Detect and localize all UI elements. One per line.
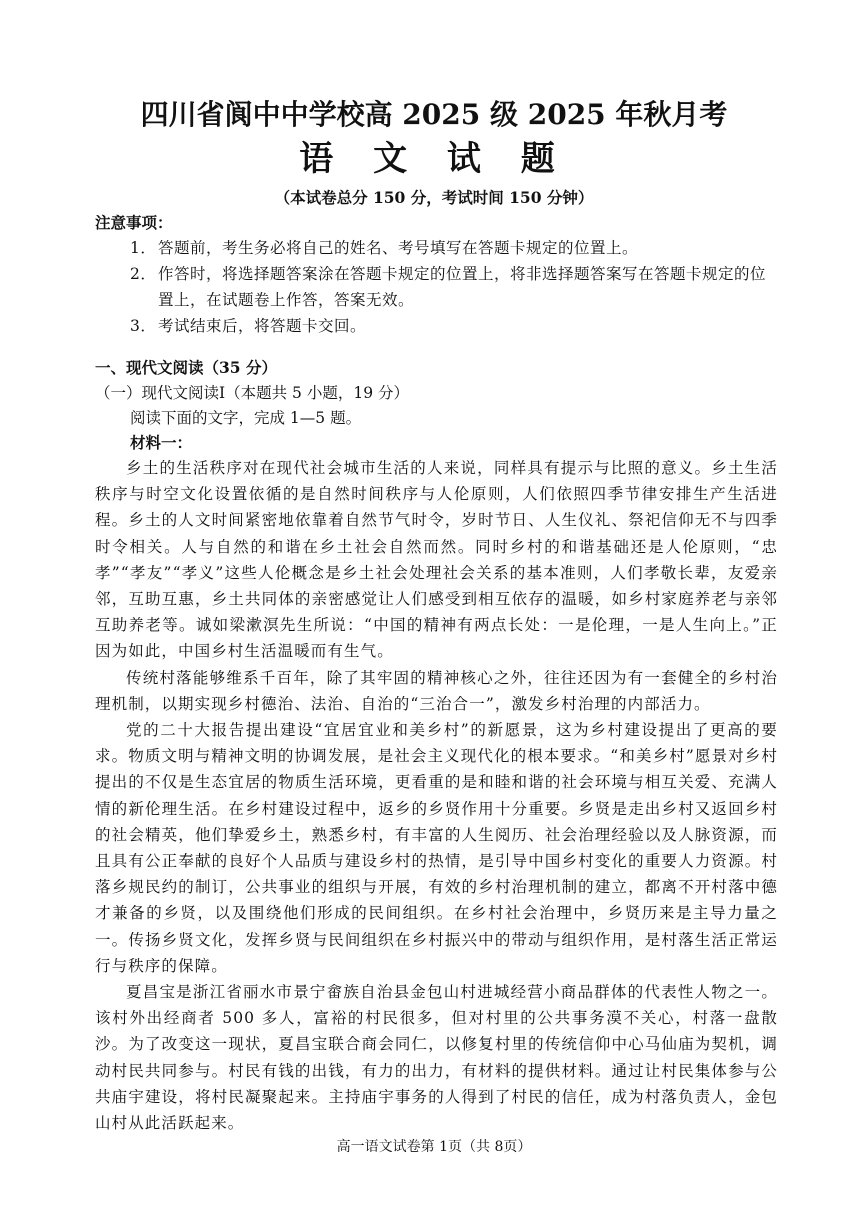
notice-item [130,261,780,313]
passage-paragraph: 党的二十大报告提出建设“宜居宜业和美乡村”的新愿景，这为乡村建设提出了更高的要求。物质文明与精神文明的协调发展，是社会主义现代化的根本要求。“和美乡村”愿景对乡村提出的不仅是生态宜居的物质生活环境，更看重的是和睦和谐的社会环境与相互关爱、充满人情的新伦理生活。在乡村建设过程中，返乡的乡贤作用十分重要。乡贤是走出乡村又返回乡村的社会精英，他们挚爱乡土，熟悉乡村，有丰富的人生阅历、社会治理经验以及人脉资源，而且具有公正奉献的良好个人品质与建设乡村的热情，是引导中国乡村变化的重要人力资源。村落乡规民约的制订，公共事业的组织与开展，有效的乡村治理机制的建立，都离不开村落中德才兼备的乡贤，以及围绕他们形成的民间组织。在乡村社会治理中，乡贤历来是主导力量之一。传扬乡贤文化，发挥乡贤与民间组织在乡村振兴中的带动与组织作用，是村落生活正常运行与秩序的保障。 [95,721,778,975]
page-footer: 高一语文试卷第 1页（共 8页） [336,1139,532,1155]
notice-item-number: 3． [130,317,157,335]
notice-item-number: 2． [130,265,157,283]
notice-item-text: 作答时，将选择题答案涂在答题卡规定的位置上，将非选择题答案写在答题卡规定的位置上，在试题卷上作答，答案无效。 [158,265,767,309]
exam-info: （本试卷总分 150 分，考试时间 150 分钟） [274,188,594,207]
passage-paragraph: 乡土的生活秩序对在现代社会城市生活的人来说，同样具有提示与比照的意义。乡土生活秩序与时空文化设置依循的是自然时间秩序与人伦原则，人们依照四季节律安排生产生活进程。乡土的人文时间紧密地依靠着自然节气时令，岁时节日、人生仪礼、祭祀信仰无不与四季时令相关。人与自然的和谐在乡土社会自然而然。同时乡村的和谐基础还是人伦原则，“忠孝”“孝友”“孝义”这些人伦概念是乡土社会处理社会关系的基本准则，人们孝敬长辈，友爱亲邻，互助互惠，乡土共同体的亲密感觉让人们感受到相互依存的温暖，如乡村家庭养老与亲邻互助养老等。诚如梁漱溟先生所说：“中国的精神有两点长处：一是伦理，一是人生向上。”正因为如此，中国乡村生活温暖而有生气。 [95,459,778,661]
notice-item-text: 考试结束后，将答题卡交回。 [158,317,367,335]
school-exam-title: 四川省阆中中学校高 2025 级 2025 年秋月考 [140,98,728,131]
notice-item-number: 1． [130,239,157,257]
reading-passage [95,455,778,1136]
passage-paragraph: 传统村落能够维系千百年，除了其牢固的精神核心之外，往往还因为有一套健全的乡村治理机制，以期实现乡村德治、法治、自治的“三治合一”，激发乡村治理的内部活力。 [95,668,778,713]
notice-heading: 注意事项： [95,213,173,232]
passage-paragraph: 夏昌宝是浙江省丽水市景宁畲族自治县金包山村进城经营小商品群体的代表性人物之一。该村外出经商者 500 多人，富裕的村民很多，但对村里的公共事务漠不关心，村落一盘散沙。为了改变这一现状，夏昌宝联合商会同仁，以修复村里的传统信仰中心马仙庙为契机，调动村民共同参与。村民有钱的出钱，有力的出力，有材料的提供材料。通过让村民集体参与公共庙宇建设，将村民凝聚起来。主持庙宇事务的人得到了村民的信任，成为村落负责人，金包山村从此活跃起来。 [95,983,778,1133]
subsection-heading: （一）现代文阅读I（本题共 5 小题，19 分） [95,384,409,402]
reading-instruction: 阅读下面的文字，完成 1—5 题。 [130,409,362,427]
material-label: 材料一： [130,433,193,452]
notice-item-text: 答题前，考生务必将自己的姓名、考号填写在答题卡规定的位置上。 [158,239,639,257]
notice-item [130,313,780,339]
notice-item [130,235,780,261]
section-heading: 一、现代文阅读（35 分） [95,358,277,377]
subject-title: 语 文 试 题 [299,139,569,179]
notice-list [130,235,780,339]
